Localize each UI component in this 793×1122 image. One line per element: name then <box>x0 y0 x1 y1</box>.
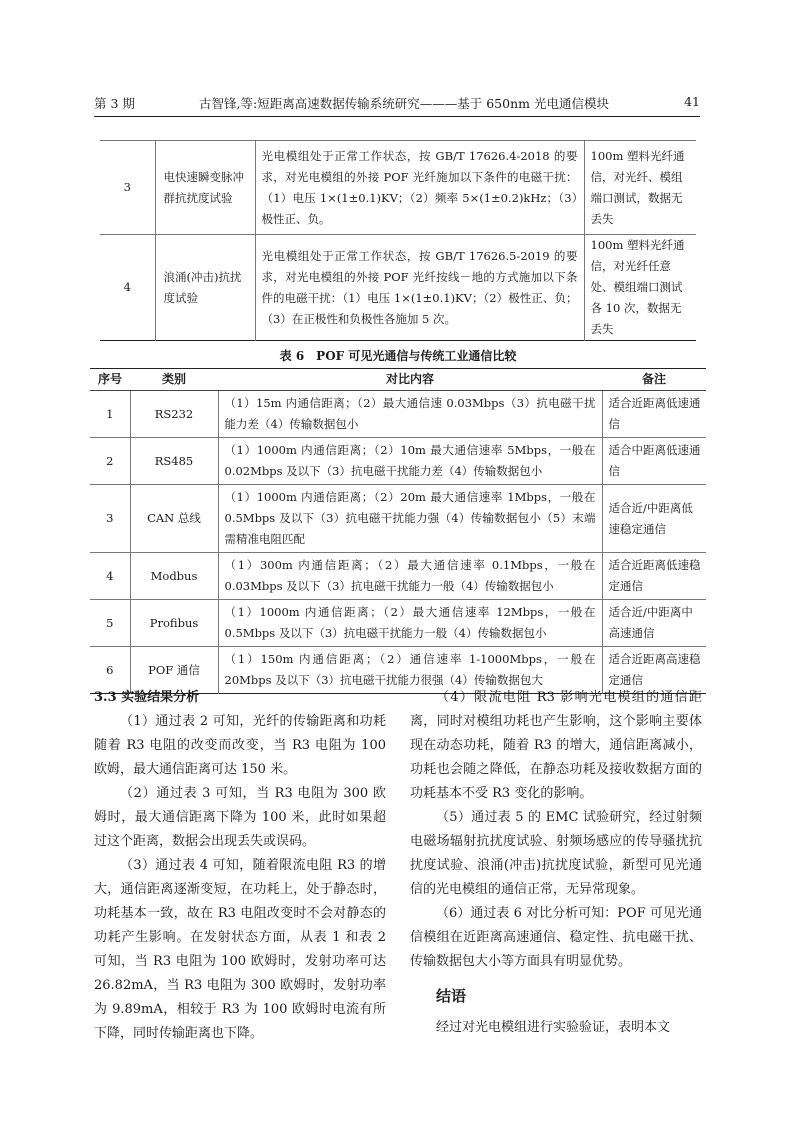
row-number: 2 <box>90 438 130 485</box>
right-column <box>410 686 702 1040</box>
section-heading: 3.3 实验结果分析 <box>94 690 200 705</box>
row-category: Profibus <box>130 600 218 647</box>
header-category: 类别 <box>130 369 218 391</box>
paragraph: （6）通过表 6 对比分析可知：POF 可见光通信模组在近距离高速通信、稳定性、抗电磁干扰、传输数据包大小等方面具有明显优势。 <box>410 906 702 969</box>
test-name: 电快速瞬变脉冲群抗扰度试验 <box>155 141 255 235</box>
test-result: 100m 塑料光纤通信，对光纤任意处、模组端口测试各 10 次，数据无丢失 <box>584 235 696 341</box>
paragraph: （2）通过表 3 可知，当 R3 电阻为 300 欧姆时，最大通信距离下降为 100 米，此时如果超过这个距离，数据会出现丢失或误码。 <box>94 786 386 849</box>
row-number: 4 <box>100 235 155 341</box>
row-category: Modbus <box>130 553 218 600</box>
paragraph: 经过对光电模组进行实验验证，表明本文 <box>436 1020 671 1035</box>
test-name: 浪涌(冲击)抗扰度试验 <box>155 235 255 341</box>
row-comparison: （1）300m 内通信距离；（2）最大通信速率 0.1Mbps，一般在 0.03Mbps 及以下（3）抗电磁干扰能力一般（4）传输数据包小 <box>218 553 602 600</box>
row-comparison: （1）1000m 内通信距离；（2）10m 最大通信速率 5Mbps，一般在 0.02Mbps 及以下（3）抗电磁干扰能力差（4）传输数据包小 <box>218 438 602 485</box>
test-result: 100m 塑料光纤通信，对光纤、模组端口测试，数据无丢失 <box>584 141 696 235</box>
issue-number: 第 3 期 <box>94 96 135 111</box>
row-category: POF 通信 <box>130 647 218 694</box>
table-row <box>90 553 706 600</box>
row-note: 适合近距离低速稳定通信 <box>602 553 706 600</box>
left-column <box>94 686 386 1046</box>
table-row <box>90 485 706 553</box>
row-category: RS485 <box>130 438 218 485</box>
table-header-row <box>90 369 706 391</box>
row-comparison: （1）15m 内通信距离；（2）最大通信速 0.03Mbps（3）抗电磁干扰能力差（4）传输数据包小 <box>218 391 602 438</box>
test-description: 光电模组处于正常工作状态，按 GB/T 17626.5-2019 的要求，对光电模组的外接 POF 光纤按线－地的方式施加以下条件的电磁干扰：（1）电压 1×(1±0.1)KV；（2）极性正、负；（3）在正极性和负极性各施加 5 次。 <box>255 235 584 341</box>
row-note: 适合近/中距离中高速通信 <box>602 600 706 647</box>
test-description: 光电模组处于正常工作状态，按 GB/T 17626.4-2018 的要求，对光电模组的外接 POF 光纤施加以下条件的电磁干扰：（1）电压 1×(1±0.1)KV；（2）频率 5×(1±0.2)kHz；（3）极性正、负。 <box>255 141 584 235</box>
row-number: 3 <box>90 485 130 553</box>
row-comparison: （1）1000m 内通信距离；（2）20m 最大通信速率 1Mbps，一般在 0.5Mbps 及以下（3）抗电磁干扰能力强（4）传输数据包小（5）末端需精准电阻匹配 <box>218 485 602 553</box>
row-comparison: （1）1000m 内通信距离；（2）最大通信速率 12Mbps，一般在 0.5Mbps 及以下（3）抗电磁干扰能力一般（4）传输数据包小 <box>218 600 602 647</box>
row-note: 适合近/中距离低速稳定通信 <box>602 485 706 553</box>
paragraph: （5）通过表 5 的 EMC 试验研究，经过射频电磁场辐射抗扰度试验、射频场感应的传导骚扰抗扰度试验、浪涌(冲击)抗扰度试验，新型可见光通信的光电模组的通信正常，无异常现象。 <box>410 810 702 897</box>
row-category: RS232 <box>130 391 218 438</box>
table-row <box>90 391 706 438</box>
table-row <box>90 438 706 485</box>
header-rule <box>94 116 700 117</box>
row-note: 适合中距离低速通信 <box>602 438 706 485</box>
paragraph: （1）通过表 2 可知，光纤的传输距离和功耗随着 R3 电阻的改变而改变，当 R3 电阻为 100 欧姆，最大通信距离可达 150 米。 <box>94 714 386 777</box>
running-title: 古智锋,等:短距离高速数据传输系统研究———基于 650nm 光电通信模块 <box>199 96 609 111</box>
table-row <box>90 600 706 647</box>
page-number: 41 <box>684 94 700 109</box>
paragraph: （3）通过表 4 可知，随着限流电阻 R3 的增大，通信距离逐渐变短，在功耗上，处于静态时，功耗基本一致，故在 R3 电阻改变时不会对静态的功耗产生影响。在发射状态方面，从表 1 和表 2 可知，当 R3 电阻为 100 欧姆时，发射功率可达 26.82mA，当 R3 电阻为 300 欧姆时，发射功率为 9.89mA，相较于 R3 为 100 欧姆时电流有所下降，同时传输距离也下降。 <box>94 858 386 1041</box>
header-no: 序号 <box>90 369 130 391</box>
paragraph: （4）限流电阻 R3 影响光电模组的通信距离，同时对模组功耗也产生影响，这个影响主要体现在动态功耗，随着 R3 的增大，通信距离减小，功耗也会随之降低，在静态功耗及接收数据方面的功耗基本不受 R3 变化的影响。 <box>410 690 702 801</box>
row-number: 5 <box>90 600 130 647</box>
table5-continuation <box>100 140 696 341</box>
row-number: 3 <box>100 141 155 235</box>
row-comparison: （1）150m 内通信距离；（2）通信速率 1-1000Mbps，一般在 20Mbps 及以下（3）抗电磁干扰能力很强（4）传输数据包大 <box>218 647 602 694</box>
conclusion-heading: 结语 <box>436 987 467 1005</box>
table-row <box>100 141 696 235</box>
header-comparison: 对比内容 <box>218 369 602 391</box>
table6 <box>90 368 706 694</box>
row-category: CAN 总线 <box>130 485 218 553</box>
row-number: 1 <box>90 391 130 438</box>
table-row <box>100 235 696 341</box>
header-note: 备注 <box>602 369 706 391</box>
running-header <box>94 94 700 114</box>
row-note: 适合近距离高速稳定通信 <box>602 647 706 694</box>
row-note: 适合近距离低速通信 <box>602 391 706 438</box>
row-number: 6 <box>90 647 130 694</box>
table6-caption: 表 6 POF 可见光通信与传统工业通信比较 <box>279 349 517 363</box>
row-number: 4 <box>90 553 130 600</box>
